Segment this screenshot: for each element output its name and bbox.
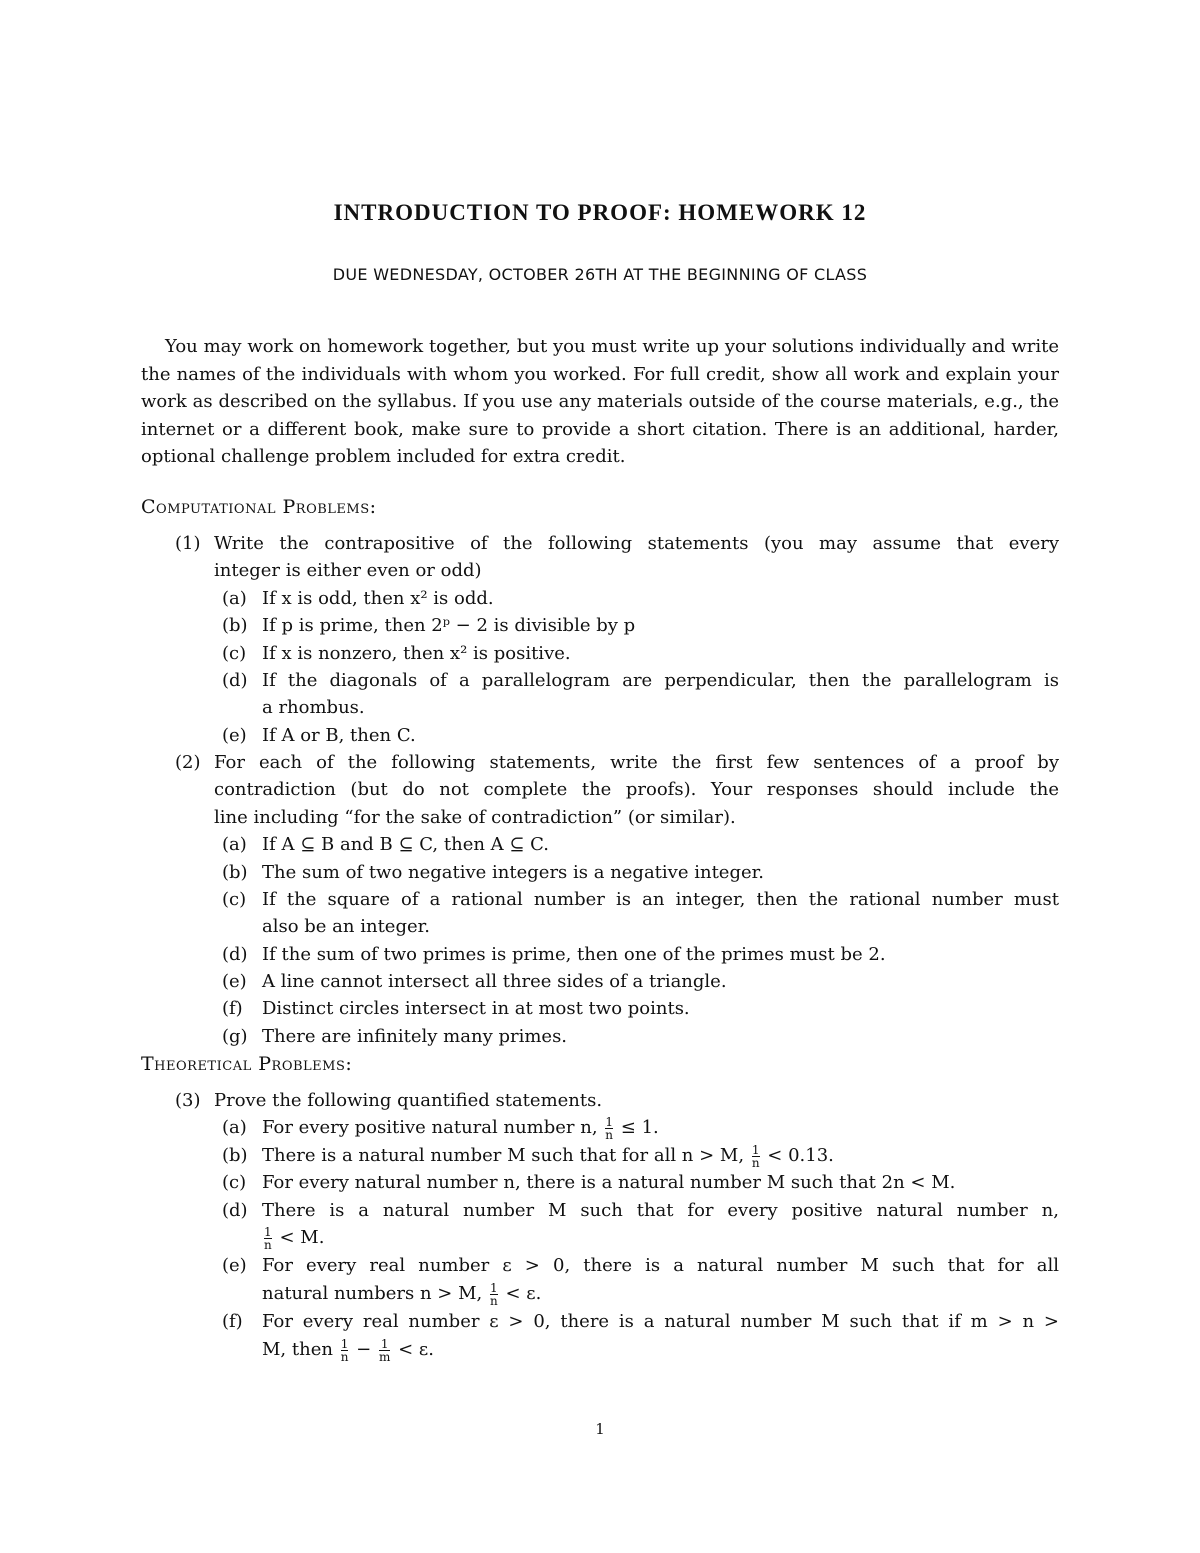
list-item-continuation: a rhombus. [262, 697, 365, 718]
item-text: natural numbers n > M, [262, 1283, 483, 1304]
item-label: (b) [222, 862, 248, 883]
list-item: If A or B, then C. [262, 725, 416, 746]
list-item [262, 1142, 834, 1170]
problem-text: line including “for the sake of contradiction” (or similar). [214, 807, 736, 828]
fraction-1-over-m [379, 1338, 390, 1363]
numerator: 1 [751, 1142, 760, 1157]
page-number: 1 [595, 1420, 605, 1438]
fraction-1-over-n [490, 1282, 498, 1307]
problem-number: (2) [175, 752, 201, 773]
list-item: A line cannot intersect all three sides of a triangle. [262, 971, 727, 992]
item-label: (e) [222, 725, 247, 746]
list-item: For every real number ε > 0, there is a natural number M such that if m > n > [262, 1311, 1059, 1332]
list-item-continuation [262, 1280, 541, 1308]
fraction-1-over-n [752, 1144, 760, 1169]
list-item: The sum of two negative integers is a negative integer. [262, 862, 764, 883]
list-item: If the square of a rational number is an integer, then the rational number must [262, 889, 1059, 910]
item-label: (a) [222, 1117, 247, 1138]
list-item: If x is nonzero, then x² is positive. [262, 643, 571, 664]
fraction-1-over-n [605, 1116, 613, 1141]
page-title: INTRODUCTION TO PROOF: HOMEWORK 12 [333, 200, 867, 225]
problem-text: For each of the following statements, write the first few sentences of a proof by [214, 752, 1059, 773]
list-item: For every natural number n, there is a natural number M such that 2n < M. [262, 1172, 956, 1193]
denominator: m [378, 1349, 391, 1364]
numerator: 1 [340, 1336, 349, 1351]
list-item: There is a natural number M such that for every positive natural number n, [262, 1200, 1059, 1221]
minus-sign: − [356, 1339, 372, 1360]
item-text: < M. [279, 1227, 325, 1248]
item-text: < ε. [398, 1339, 434, 1360]
item-label: (d) [222, 944, 248, 965]
list-item-continuation: also be an integer. [262, 916, 430, 937]
item-label: (g) [222, 1026, 248, 1047]
list-item: For every real number ε > 0, there is a natural number M such that for all [262, 1255, 1059, 1276]
item-label: (c) [222, 643, 247, 664]
denominator: n [605, 1127, 614, 1142]
denominator: n [751, 1155, 760, 1170]
problem-text: Write the contrapositive of the following statements (you may assume that every [214, 533, 1059, 554]
item-label: (b) [222, 1145, 248, 1166]
item-label: (e) [222, 971, 247, 992]
list-item: If the sum of two primes is prime, then one of the primes must be 2. [262, 944, 886, 965]
list-item: Distinct circles intersect in at most two points. [262, 998, 690, 1019]
denominator: n [340, 1349, 349, 1364]
item-label: (e) [222, 1255, 247, 1276]
item-label: (b) [222, 615, 248, 636]
numerator: 1 [264, 1224, 272, 1239]
item-text: ≤ 1. [620, 1117, 659, 1138]
list-item: If A ⊆ B and B ⊆ C, then A ⊆ C. [262, 834, 550, 855]
problem-number: (3) [175, 1090, 201, 1111]
page-subtitle: DUE WEDNESDAY, OCTOBER 26TH AT THE BEGINNING OF CLASS [332, 265, 868, 284]
numerator: 1 [490, 1280, 498, 1295]
item-label: (c) [222, 889, 247, 910]
item-label: (d) [222, 670, 248, 691]
list-item: If p is prime, then 2ᵖ − 2 is divisible by p [262, 615, 636, 636]
section-heading-theoretical: Theoretical Problems: [141, 1053, 353, 1075]
denominator: n [264, 1237, 272, 1252]
item-label: (d) [222, 1200, 248, 1221]
problem-text: contradiction (but do not complete the proofs). Your responses should include the [214, 779, 1059, 800]
list-item-continuation [262, 1336, 434, 1364]
fraction-1-over-n [341, 1338, 349, 1363]
item-label: (f) [222, 998, 243, 1019]
item-text: For every positive natural number n, [262, 1117, 598, 1138]
item-label: (a) [222, 834, 247, 855]
item-label: (f) [222, 1311, 243, 1332]
denominator: n [489, 1293, 498, 1308]
numerator: 1 [605, 1114, 613, 1129]
item-text: < 0.13. [767, 1145, 834, 1166]
item-label: (a) [222, 588, 247, 609]
item-label: (c) [222, 1172, 247, 1193]
item-text: < ε. [505, 1283, 542, 1304]
item-text: M, then [262, 1339, 333, 1360]
list-item [262, 1114, 659, 1142]
numerator: 1 [380, 1336, 389, 1351]
list-item: If x is odd, then x² is odd. [262, 588, 494, 609]
fraction-1-over-n [264, 1226, 272, 1251]
item-text: There is a natural number M such that for all n > M, [262, 1145, 745, 1166]
list-item-continuation [262, 1224, 324, 1252]
problem-text: Prove the following quantified statements. [214, 1090, 603, 1111]
problem-number: (1) [175, 533, 201, 554]
list-item: There are infinitely many primes. [262, 1026, 568, 1047]
list-item: If the diagonals of a parallelogram are perpendicular, then the parallelogram is [262, 670, 1059, 691]
section-heading-computational: Computational Problems: [141, 496, 377, 518]
problem-text: integer is either even or odd) [214, 560, 482, 581]
intro-paragraph: You may work on homework together, but you must write up your solutions individually and write the names of the individuals with whom you worked. For full credit, show all work and explain your work as described on the syllabus. If you use any materials outside of the course materials, e.g., the internet or a different book, make sure to provide a short citation. There is an additional, harder, optional challenge problem included for extra credit. [141, 336, 1059, 467]
